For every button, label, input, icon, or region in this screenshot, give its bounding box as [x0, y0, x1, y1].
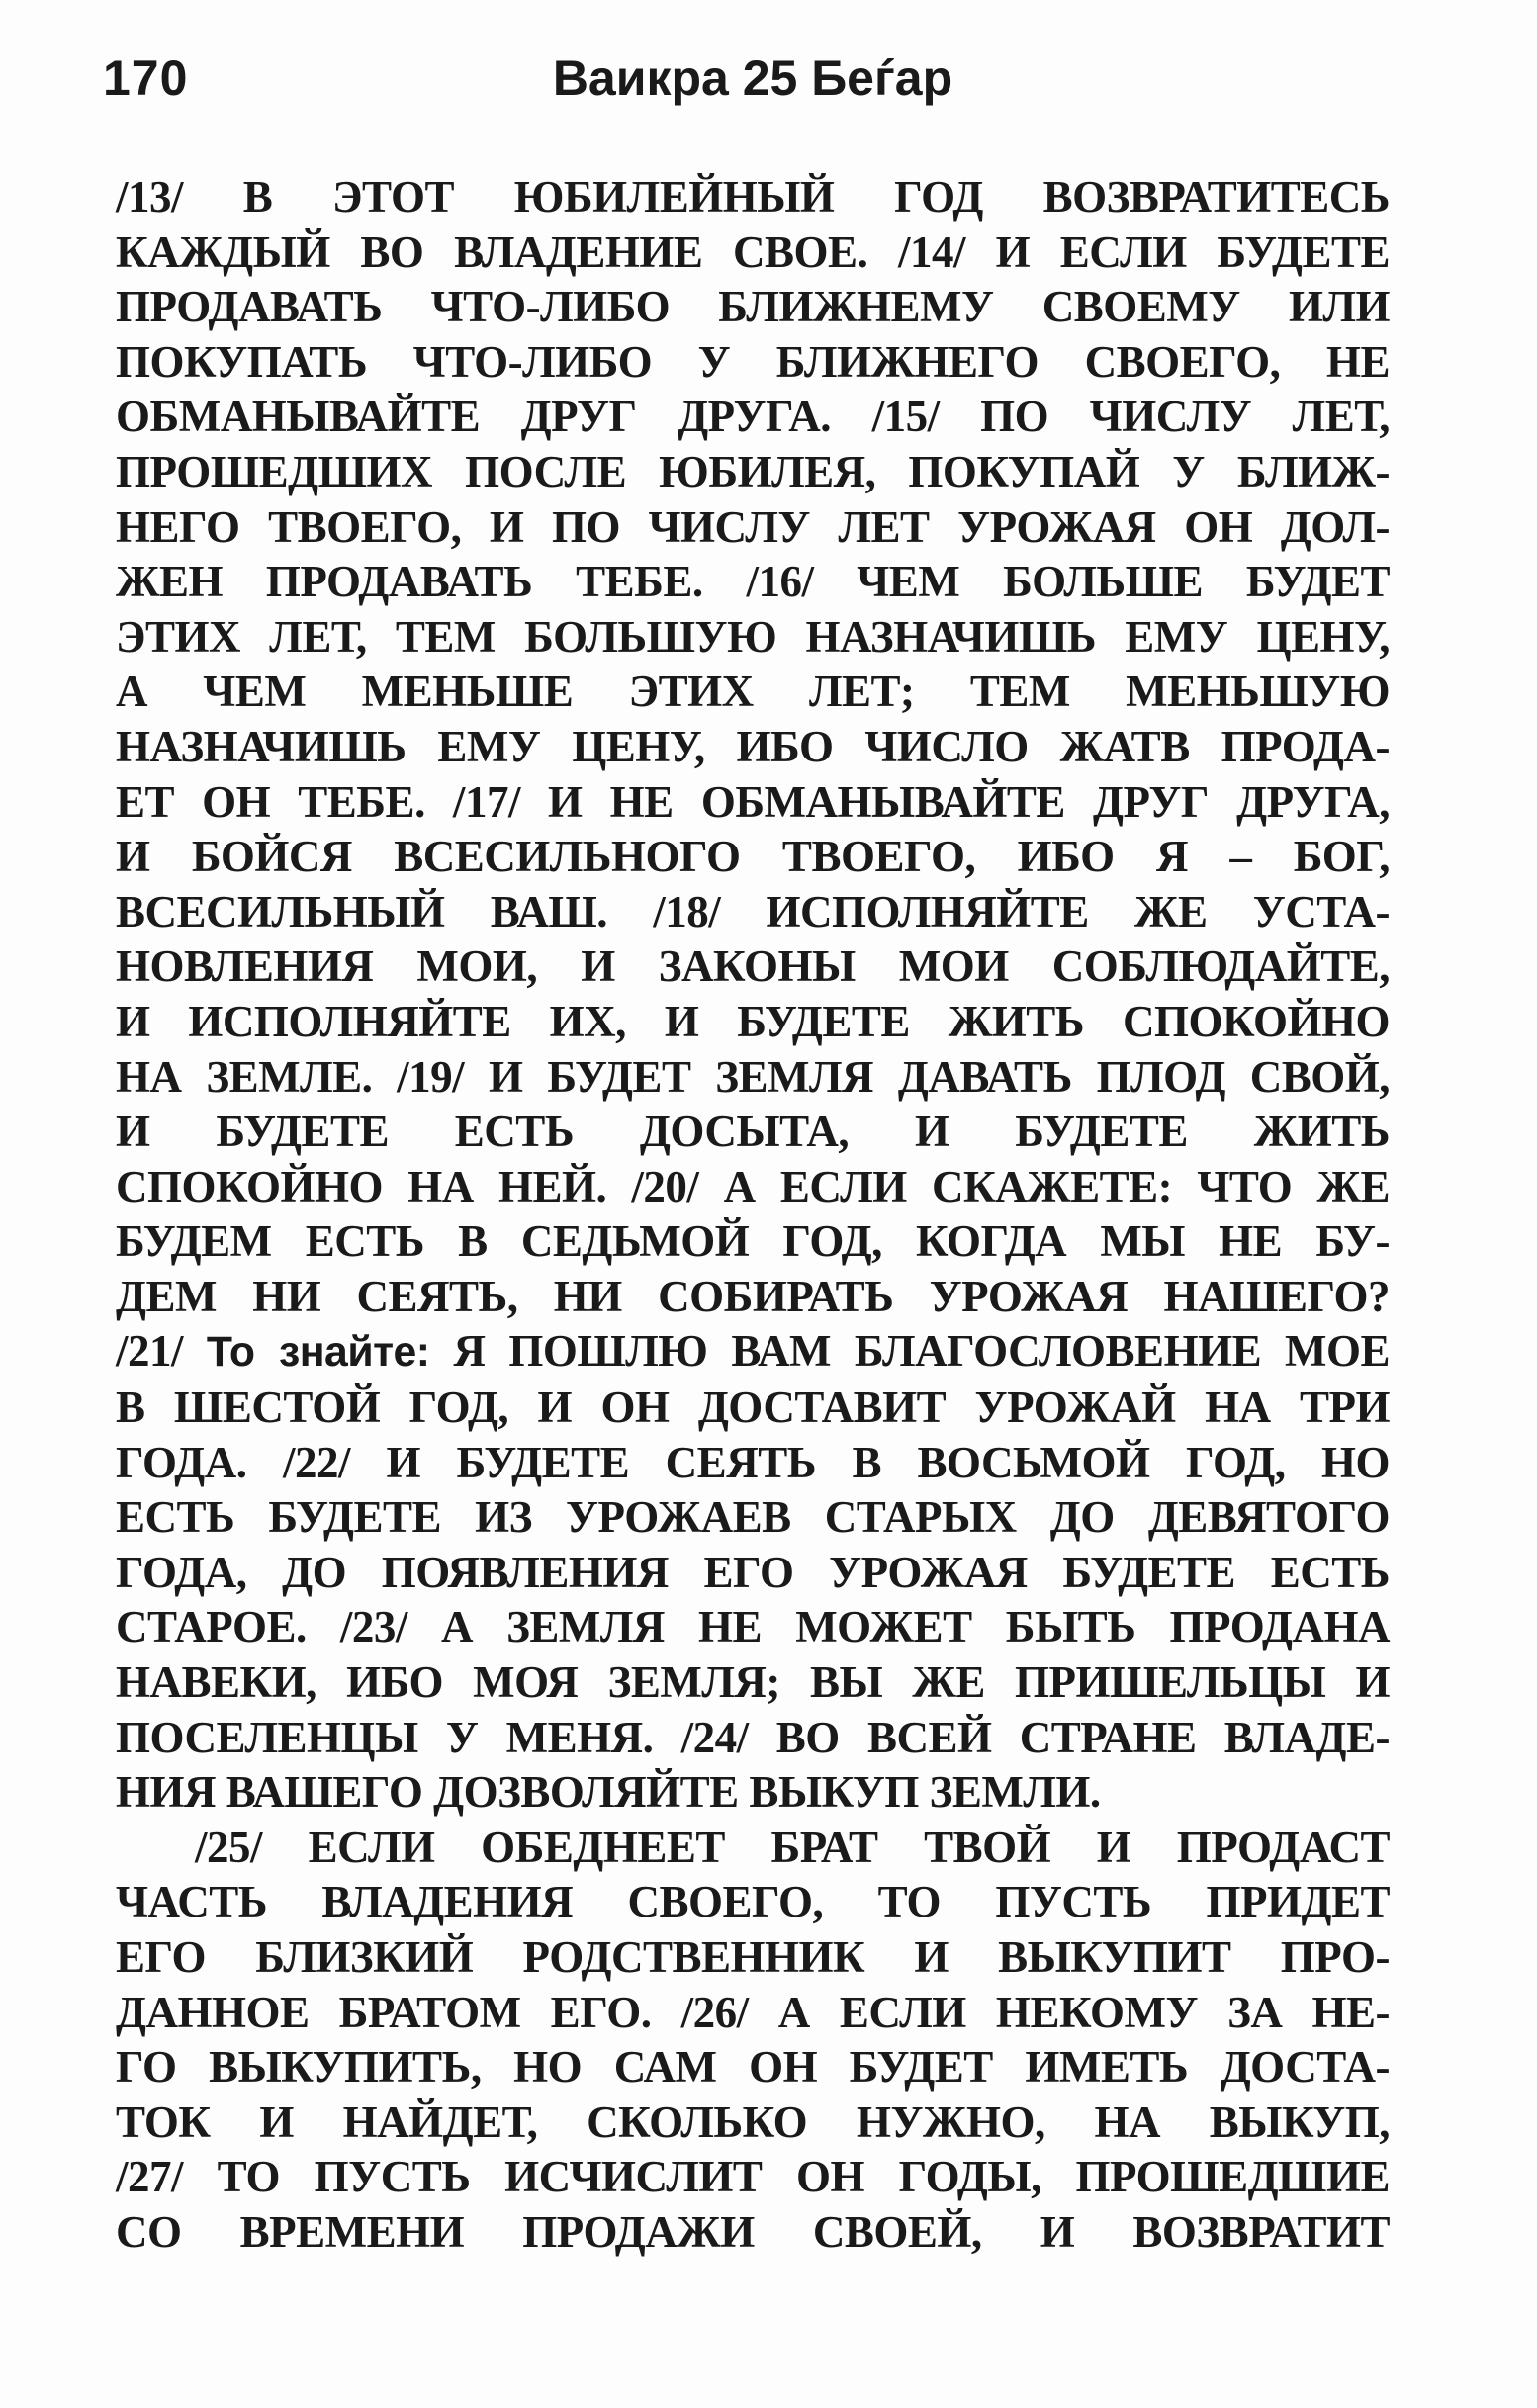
text-line: [116, 1214, 1390, 1270]
text-line: [116, 1875, 1390, 1930]
text-line: [116, 1711, 1390, 1766]
text-line: [116, 1930, 1390, 1986]
body-text: [116, 170, 1390, 2261]
verse-text: СТАРОЕ. /23/ А ЗЕМЛЯ НЕ МОЖЕТ БЫТЬ ПРОДАНА: [116, 1602, 1390, 1652]
text-line: [116, 1050, 1390, 1106]
verse-text: НА ЗЕМЛЕ. /19/ И БУДЕТ ЗЕМЛЯ ДАВАТЬ ПЛОД СВОЙ,: [116, 1051, 1390, 1102]
text-line: [116, 335, 1390, 391]
text-line: [116, 1655, 1390, 1711]
verse-text: СО ВРЕМЕНИ ПРОДАЖИ СВОЕЙ, И ВОЗВРАТИТ: [116, 2206, 1390, 2257]
text-line: [116, 885, 1390, 940]
text-line: [116, 2040, 1390, 2096]
verse-text: НИЯ ВАШЕГО ДОЗВОЛЯЙТЕ ВЫКУП ЗЕМЛИ.: [116, 1767, 1101, 1818]
mixed-case-text: То знайте:: [206, 1328, 430, 1377]
verse-text: И БУДЕТЕ ЕСТЬ ДОСЫТА, И БУДЕТЕ ЖИТЬ: [116, 1107, 1390, 1157]
text-line: [116, 1490, 1390, 1546]
verse-text: ЕСТЬ БУДЕТЕ ИЗ УРОЖАЕВ СТАРЫХ ДО ДЕВЯТОГО: [116, 1492, 1390, 1543]
verse-text: В ШЕСТОЙ ГОД, И ОН ДОСТАВИТ УРОЖАЙ НА ТРИ: [116, 1382, 1390, 1433]
text-line: [116, 610, 1390, 666]
text-line: [116, 1381, 1390, 1436]
verse-text: ЕТ ОН ТЕБЕ. /17/ И НЕ ОБМАНЫВАЙТЕ ДРУГ ДРУГА,: [116, 776, 1390, 827]
text-line: [116, 500, 1390, 556]
text-line: [116, 720, 1390, 775]
paragraph: [116, 1821, 1390, 2261]
text-line: [116, 1546, 1390, 1601]
verse-text: ДЕМ НИ СЕЯТЬ, НИ СОБИРАТЬ УРОЖАЯ НАШЕГО?: [116, 1271, 1390, 1321]
text-line: [116, 170, 1390, 225]
text-line: [116, 1324, 1390, 1381]
text-line: [116, 1765, 1390, 1821]
text-line: [116, 1821, 1390, 1876]
text-line: [116, 665, 1390, 720]
verse-text: /27/ ТО ПУСТЬ ИСЧИСЛИТ ОН ГОДЫ, ПРОШЕДШИЕ: [116, 2152, 1390, 2202]
text-line: [116, 390, 1390, 445]
verse-text: Я ПОШЛЮ ВАМ БЛАГОСЛОВЕНИЕ МОЕ: [429, 1326, 1390, 1377]
text-line: [116, 555, 1390, 610]
text-line: [116, 830, 1390, 885]
verse-text: А ЧЕМ МЕНЬШЕ ЭТИХ ЛЕТ; ТЕМ МЕНЬШУЮ: [116, 667, 1390, 717]
verse-text: НЕГО ТВОЕГО, И ПО ЧИСЛУ ЛЕТ УРОЖАЯ ОН ДОЛ-: [116, 501, 1390, 552]
text-line: [116, 1986, 1390, 2041]
verse-text: КАЖДЫЙ ВО ВЛАДЕНИЕ СВОЕ. /14/ И ЕСЛИ БУДЕТЕ: [116, 226, 1390, 277]
verse-text: ПОКУПАТЬ ЧТО-ЛИБО У БЛИЖНЕГО СВОЕГО, НЕ: [116, 336, 1390, 387]
verse-text: /25/ ЕСЛИ ОБЕДНЕЕТ БРАТ ТВОЙ И ПРОДАСТ: [195, 1822, 1390, 1872]
text-line: [116, 2096, 1390, 2151]
verse-text: ПРОШЕДШИХ ПОСЛЕ ЮБИЛЕЯ, ПОКУПАЙ У БЛИЖ-: [116, 446, 1390, 496]
text-line: [116, 280, 1390, 335]
text-line: [116, 1600, 1390, 1655]
text-line: [116, 2150, 1390, 2205]
verse-text: ВСЕСИЛЬНЫЙ ВАШ. /18/ ИСПОЛНЯЙТЕ ЖЕ УСТА-: [116, 886, 1390, 936]
verse-text: НОВЛЕНИЯ МОИ, И ЗАКОНЫ МОИ СОБЛЮДАЙТЕ,: [116, 941, 1390, 992]
verse-text: СПОКОЙНО НА НЕЙ. /20/ А ЕСЛИ СКАЖЕТЕ: ЧТО ЖЕ: [116, 1161, 1390, 1211]
text-line: [116, 445, 1390, 500]
verse-text: ЧАСТЬ ВЛАДЕНИЯ СВОЕГО, ТО ПУСТЬ ПРИДЕТ: [116, 1877, 1390, 1927]
verse-text: ОБМАНЫВАЙТЕ ДРУГ ДРУГА. /15/ ПО ЧИСЛУ ЛЕТ,: [116, 392, 1390, 442]
verse-text: ТОК И НАЙДЕТ, СКОЛЬКО НУЖНО, НА ВЫКУП,: [116, 2096, 1390, 2147]
paragraph: [116, 170, 1390, 1821]
verse-text: /13/ В ЭТОТ ЮБИЛЕЙНЫЙ ГОД ВОЗВРАТИТЕСЬ: [116, 172, 1390, 222]
text-line: [116, 1160, 1390, 1215]
verse-text: ЕГО БЛИЗКИЙ РОДСТВЕННИК И ВЫКУПИТ ПРО-: [116, 1932, 1390, 1982]
text-line: [116, 1105, 1390, 1160]
text-line: [116, 995, 1390, 1050]
verse-text: /21/: [116, 1326, 207, 1377]
verse-text: ПОСЕЛЕНЦЫ У МЕНЯ. /24/ ВО ВСЕЙ СТРАНЕ ВЛАДЕ-: [116, 1712, 1390, 1762]
text-line: [116, 1270, 1390, 1325]
verse-text: И ИСПОЛНЯЙТЕ ИХ, И БУДЕТЕ ЖИТЬ СПОКОЙНО: [116, 996, 1390, 1046]
verse-text: ПРОДАВАТЬ ЧТО-ЛИБО БЛИЖНЕМУ СВОЕМУ ИЛИ: [116, 282, 1390, 332]
text-line: [116, 775, 1390, 831]
verse-text: И БОЙСЯ ВСЕСИЛЬНОГО ТВОЕГО, ИБО Я – БОГ,: [116, 832, 1390, 882]
page-header-title: Ваикра 25 Беѓар: [552, 50, 953, 106]
verse-text: ГОДА, ДО ПОЯВЛЕНИЯ ЕГО УРОЖАЯ БУДЕТЕ ЕСТЬ: [116, 1547, 1390, 1597]
verse-text: ГО ВЫКУПИТЬ, НО САМ ОН БУДЕТ ИМЕТЬ ДОСТА-: [116, 2042, 1390, 2093]
text-line: [116, 939, 1390, 995]
verse-text: БУДЕМ ЕСТЬ В СЕДЬМОЙ ГОД, КОГДА МЫ НЕ БУ-: [116, 1216, 1390, 1267]
verse-text: НАВЕКИ, ИБО МОЯ ЗЕМЛЯ; ВЫ ЖЕ ПРИШЕЛЬЦЫ И: [116, 1657, 1390, 1708]
verse-text: ДАННОЕ БРАТОМ ЕГО. /26/ А ЕСЛИ НЕКОМУ ЗА НЕ-: [116, 1987, 1390, 2037]
page-number: 170: [103, 50, 189, 106]
text-line: [116, 1436, 1390, 1491]
verse-text: ЭТИХ ЛЕТ, ТЕМ БОЛЬШУЮ НАЗНАЧИШЬ ЕМУ ЦЕНУ,: [116, 611, 1390, 662]
text-line: [116, 225, 1390, 281]
verse-text: НАЗНАЧИШЬ ЕМУ ЦЕНУ, ИБО ЧИСЛО ЖАТВ ПРОДА-: [116, 721, 1390, 771]
verse-text: ГОДА. /22/ И БУДЕТЕ СЕЯТЬ В ВОСЬМОЙ ГОД, НО: [116, 1437, 1390, 1487]
text-line: [116, 2205, 1390, 2261]
verse-text: ЖЕН ПРОДАВАТЬ ТЕБЕ. /16/ ЧЕМ БОЛЬШЕ БУДЕТ: [116, 557, 1390, 607]
